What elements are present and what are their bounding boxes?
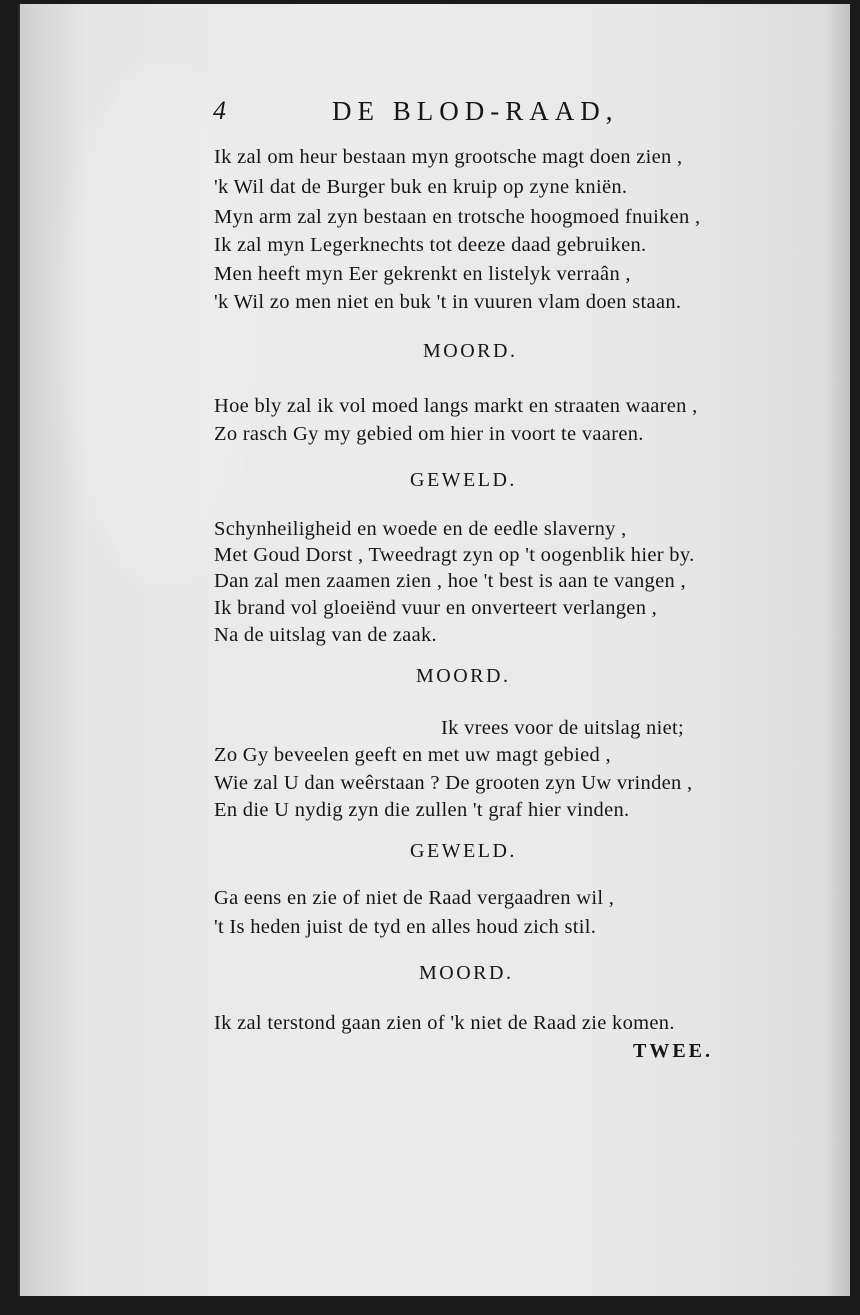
speaker-name: MOORD. bbox=[419, 962, 514, 984]
verse-line: 'k Wil zo men niet en buk 't in vuuren vlam doen staan. bbox=[214, 291, 682, 313]
verse-line: Dan zal men zaamen zien , hoe 't best is aan te vangen , bbox=[214, 570, 686, 592]
verse-line: Zo Gy beveelen geeft en met uw magt gebied , bbox=[214, 744, 611, 766]
speaker-name: GEWELD. bbox=[410, 840, 517, 862]
verse-line: 'k Wil dat de Burger buk en kruip op zyne kniën. bbox=[214, 176, 628, 198]
paper-stain bbox=[60, 64, 260, 584]
verse-line: Zo rasch Gy my gebied om hier in voort te vaaren. bbox=[214, 423, 644, 445]
speaker-name: MOORD. bbox=[423, 340, 518, 362]
verse-line: Ik vrees voor de uitslag niet; bbox=[441, 717, 684, 739]
verse-line: 't Is heden juist de tyd en alles houd zich stil. bbox=[214, 916, 597, 938]
verse-line: Schynheiligheid en woede en de eedle slaverny , bbox=[214, 518, 627, 540]
verse-line: Ik zal om heur bestaan myn grootsche magt doen zien , bbox=[214, 146, 683, 168]
verse-line: Ga eens en zie of niet de Raad vergaadren wil , bbox=[214, 887, 615, 909]
page-gutter-shadow bbox=[824, 4, 850, 1296]
verse-line: Hoe bly zal ik vol moed langs markt en straaten waaren , bbox=[214, 395, 698, 417]
verse-line: Men heeft myn Eer gekrenkt en listelyk verraân , bbox=[214, 263, 631, 285]
verse-line: Ik brand vol gloeiënd vuur en onverteert verlangen , bbox=[214, 597, 658, 619]
verse-line: Myn arm zal zyn bestaan en trotsche hoogmoed fnuiken , bbox=[214, 206, 701, 228]
verse-line: En die U nydig zyn die zullen 't graf hier vinden. bbox=[214, 799, 630, 821]
speaker-name: MOORD. bbox=[416, 665, 511, 687]
verse-line: Met Goud Dorst , Tweedragt zyn op 't oogenblik hier by. bbox=[214, 544, 695, 566]
speaker-name: GEWELD. bbox=[410, 469, 517, 491]
verse-line: Wie zal U dan weêrstaan ? De grooten zyn Uw vrinden , bbox=[214, 772, 693, 794]
catchword: TWEE. bbox=[633, 1040, 714, 1062]
running-title: DE BLOD-RAAD, bbox=[332, 96, 619, 126]
verse-line: Na de uitslag van de zaak. bbox=[214, 624, 437, 646]
verse-line: Ik zal myn Legerknechts tot deeze daad gebruiken. bbox=[214, 234, 647, 256]
verse-line: Ik zal terstond gaan zien of 'k niet de Raad zie komen. bbox=[214, 1012, 675, 1034]
page-number: 4 bbox=[213, 96, 226, 125]
